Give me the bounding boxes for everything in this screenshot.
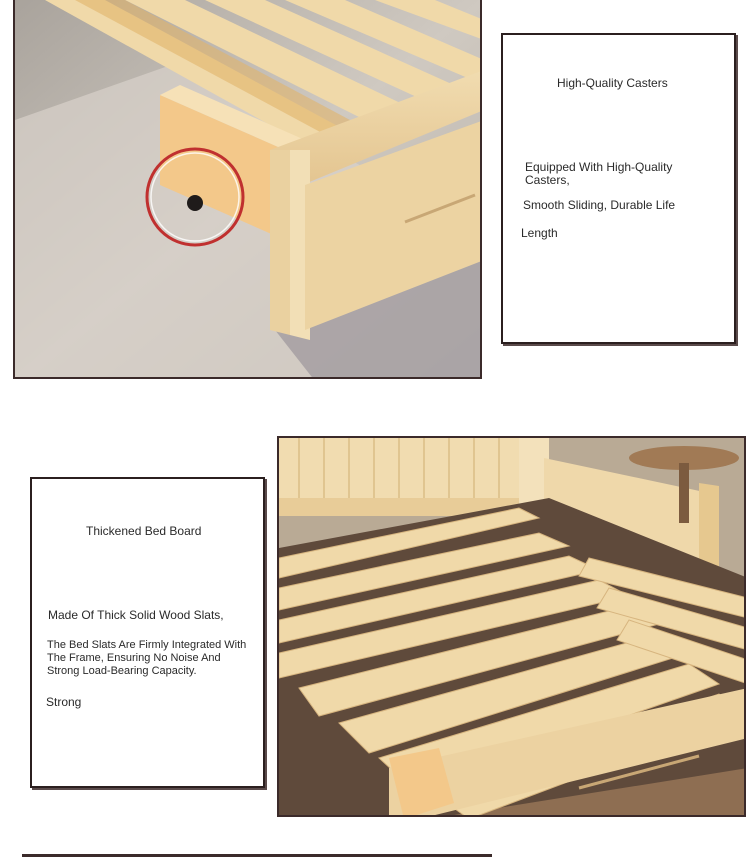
casters-title: High-Quality Casters <box>557 76 668 90</box>
casters-line-2: Smooth Sliding, Durable Life <box>523 198 676 212</box>
bed-slats-photo <box>277 436 746 817</box>
casters-info-card <box>501 33 736 344</box>
bed-board-info-card <box>30 477 265 788</box>
bed-board-line-1: Made Of Thick Solid Wood Slats, <box>48 608 224 622</box>
casters-line-3: Length <box>521 226 558 240</box>
caster-photo-illustration <box>15 0 482 379</box>
bed-slats-illustration <box>279 438 746 817</box>
bed-board-line-2: The Bed Slats Are Firmly Integrated With The Frame, Ensuring No Noise And Strong Load-Bearing Capacity. <box>47 639 247 677</box>
bed-board-title: Thickened Bed Board <box>86 524 202 538</box>
bed-board-line-3: Strong <box>46 695 82 709</box>
casters-line-1: Equipped With High-Quality Casters, <box>525 160 673 187</box>
caster-photo <box>13 0 482 379</box>
